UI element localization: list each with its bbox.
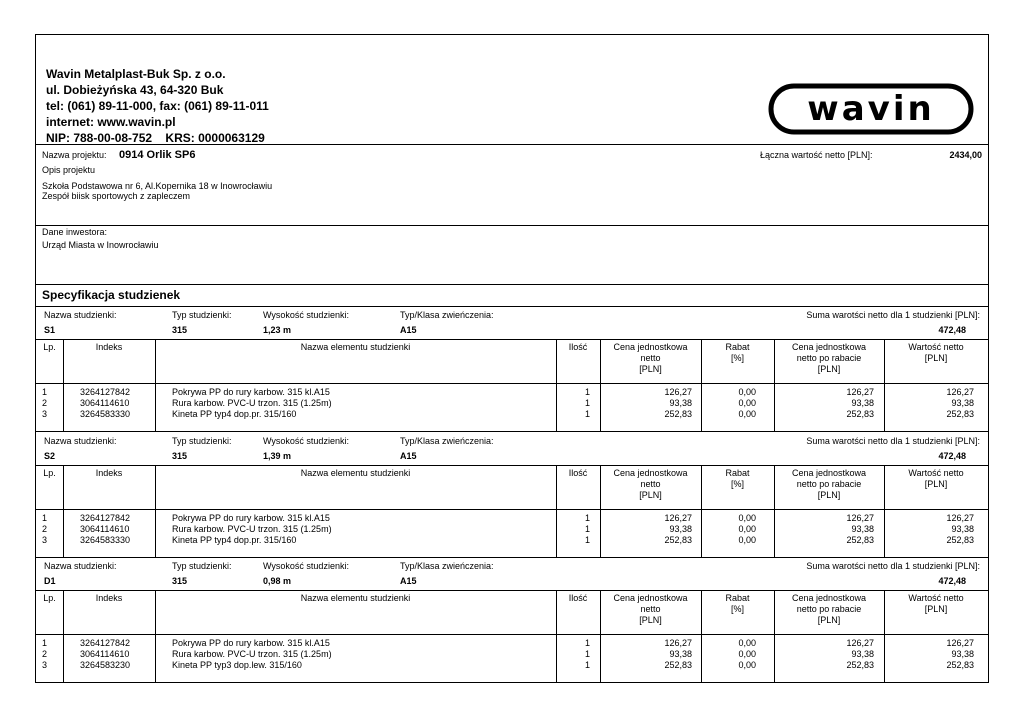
- cell-index: 3264583330: [80, 535, 131, 545]
- well-height-label: Wysokość studzienki:: [263, 310, 349, 320]
- col-header-unit-price-disc: Cena jednostkowa netto po rabacie [PLN]: [791, 593, 867, 625]
- cell-discount: 0,00: [738, 409, 756, 419]
- cell-qty: 1: [584, 387, 590, 397]
- well-sum-label: Suma warotści netto dla 1 studzienki [PLN]:: [806, 310, 980, 320]
- cell-lp: 1: [42, 513, 48, 523]
- well-sum: 472,48: [938, 451, 966, 461]
- cell-unit-price: 126,27: [664, 513, 692, 523]
- well-sum: 472,48: [938, 576, 966, 586]
- col-header-lp: Lp.: [43, 342, 56, 352]
- col-header-value: Wartość netto [PLN]: [908, 468, 964, 489]
- table-row: [36, 513, 988, 524]
- well-type-label: Typ studzienki:: [172, 436, 232, 446]
- cell-unit-price-disc: 93,38: [851, 524, 874, 534]
- well-name: S2: [44, 451, 56, 461]
- cell-qty: 1: [584, 535, 590, 545]
- section-title: Specyfikacja studzienek: [42, 288, 181, 302]
- table-rule: [36, 339, 988, 340]
- cell-value: 252,83: [946, 535, 974, 545]
- table-rule: [36, 509, 988, 510]
- investor-value: Urząd Miasta w Inowrocławiu: [42, 240, 159, 250]
- table-rule: [36, 465, 988, 466]
- wavin-logo: [768, 83, 974, 135]
- cell-value: 126,27: [946, 513, 974, 523]
- project-name-label: Nazwa projektu:: [42, 150, 107, 160]
- table-row: [36, 387, 988, 398]
- well-class: A15: [400, 576, 417, 586]
- divider: [36, 144, 988, 145]
- cell-element-name: Pokrywa PP do rury karbow. 315 kl.A15: [172, 513, 330, 523]
- cell-qty: 1: [584, 398, 590, 408]
- project-desc-line1: Szkoła Podstawowa nr 6, Al.Kopernika 18 w Inowrocławiu: [42, 181, 273, 191]
- well-class: A15: [400, 451, 417, 461]
- col-header-unit-price: Cena jednostkowa netto [PLN]: [613, 593, 688, 625]
- well-name-label: Nazwa studzienki:: [44, 561, 117, 571]
- col-header-discount: Rabat [%]: [725, 342, 750, 363]
- cell-value: 93,38: [951, 524, 974, 534]
- cell-discount: 0,00: [738, 535, 756, 545]
- table-rule: [36, 682, 988, 683]
- table-rule: [36, 590, 988, 591]
- well-block: [36, 306, 988, 432]
- well-class: A15: [400, 325, 417, 335]
- cell-index: 3264127842: [80, 387, 131, 397]
- well-class-label: Typ/Klasa zwieńczenia:: [400, 310, 494, 320]
- cell-unit-price: 252,83: [664, 409, 692, 419]
- company-phone: tel: (061) 89-11-000, fax: (061) 89-11-011: [46, 99, 269, 113]
- col-header-unit-price: Cena jednostkowa netto [PLN]: [613, 468, 688, 500]
- company-web: internet: www.wavin.pl: [46, 115, 176, 129]
- col-header-lp: Lp.: [43, 468, 56, 478]
- cell-element-name: Pokrywa PP do rury karbow. 315 kl.A15: [172, 387, 330, 397]
- cell-unit-price-disc: 252,83: [846, 409, 874, 419]
- col-header-value: Wartość netto [PLN]: [908, 593, 964, 614]
- cell-value: 252,83: [946, 660, 974, 670]
- cell-unit-price-disc: 93,38: [851, 398, 874, 408]
- col-header-discount: Rabat [%]: [725, 593, 750, 614]
- cell-index: 3264583230: [80, 660, 131, 670]
- well-class-label: Typ/Klasa zwieńczenia:: [400, 436, 494, 446]
- cell-discount: 0,00: [738, 398, 756, 408]
- cell-discount: 0,00: [738, 649, 756, 659]
- cell-index: 3264127842: [80, 513, 131, 523]
- cell-value: 93,38: [951, 398, 974, 408]
- cell-index: 3264127842: [80, 638, 131, 648]
- total-label: Łączna wartość netto [PLN]:: [760, 150, 873, 160]
- cell-qty: 1: [584, 638, 590, 648]
- col-header-index: Indeks: [95, 468, 123, 478]
- cell-unit-price-disc: 126,27: [846, 638, 874, 648]
- cell-qty: 1: [584, 649, 590, 659]
- well-name: S1: [44, 325, 56, 335]
- table-rule: [36, 383, 988, 384]
- well-type: 315: [172, 451, 188, 461]
- divider: [36, 225, 988, 226]
- cell-element-name: Rura karbow. PVC-U trzon. 315 (1.25m): [172, 398, 332, 408]
- col-header-element: Nazwa elementu studzienki: [300, 593, 411, 603]
- well-block: [36, 557, 988, 683]
- well-name-label: Nazwa studzienki:: [44, 310, 117, 320]
- well-height: 1,23 m: [263, 325, 292, 335]
- project-desc-line2: Zespół biisk sportowych z zapleczem: [42, 191, 191, 201]
- well-height-label: Wysokość studzienki:: [263, 561, 349, 571]
- col-header-discount: Rabat [%]: [725, 468, 750, 489]
- well-name: D1: [44, 576, 56, 586]
- cell-element-name: Kineta PP typ4 dop.pr. 315/160: [172, 409, 297, 419]
- well-sum-label: Suma warotści netto dla 1 studzienki [PLN]:: [806, 561, 980, 571]
- table-row: [36, 535, 988, 546]
- table-row: [36, 524, 988, 535]
- well-class-label: Typ/Klasa zwieńczenia:: [400, 561, 494, 571]
- divider: [36, 284, 988, 285]
- col-header-qty: Ilość: [568, 468, 588, 478]
- cell-index: 3264583330: [80, 409, 131, 419]
- investor-label: Dane inwestora:: [42, 227, 108, 237]
- cell-lp: 1: [42, 638, 48, 648]
- table-row: [36, 409, 988, 420]
- company-address: ul. Dobieżyńska 43, 64-320 Buk: [46, 83, 224, 97]
- col-header-unit-price-disc: Cena jednostkowa netto po rabacie [PLN]: [791, 468, 867, 500]
- cell-unit-price-disc: 126,27: [846, 387, 874, 397]
- col-header-value: Wartość netto [PLN]: [908, 342, 964, 363]
- wavin-logo-text: wavin: [807, 89, 935, 129]
- project-name: 0914 Orlik SP6: [119, 149, 196, 161]
- well-type-label: Typ studzienki:: [172, 561, 232, 571]
- cell-discount: 0,00: [738, 387, 756, 397]
- cell-lp: 3: [42, 535, 48, 545]
- col-header-index: Indeks: [95, 342, 123, 352]
- well-name-label: Nazwa studzienki:: [44, 436, 117, 446]
- cell-discount: 0,00: [738, 513, 756, 523]
- cell-unit-price-disc: 126,27: [846, 513, 874, 523]
- cell-unit-price: 93,38: [669, 524, 692, 534]
- cell-discount: 0,00: [738, 524, 756, 534]
- cell-index: 3064114610: [80, 649, 130, 659]
- cell-value: 93,38: [951, 649, 974, 659]
- project-desc-label: Opis projektu: [42, 165, 96, 175]
- cell-lp: 3: [42, 409, 48, 419]
- company-name: Wavin Metalplast-Buk Sp. z o.o.: [46, 67, 226, 81]
- table-row: [36, 398, 988, 409]
- cell-unit-price: 93,38: [669, 398, 692, 408]
- cell-element-name: Pokrywa PP do rury karbow. 315 kl.A15: [172, 638, 330, 648]
- cell-element-name: Rura karbow. PVC-U trzon. 315 (1.25m): [172, 524, 332, 534]
- cell-value: 126,27: [946, 387, 974, 397]
- cell-index: 3064114610: [80, 524, 130, 534]
- cell-lp: 1: [42, 387, 48, 397]
- document-page: [35, 34, 989, 683]
- cell-element-name: Kineta PP typ3 dop.lew. 315/160: [172, 660, 302, 670]
- col-header-element: Nazwa elementu studzienki: [300, 342, 411, 352]
- cell-value: 252,83: [946, 409, 974, 419]
- well-height: 0,98 m: [263, 576, 292, 586]
- col-header-element: Nazwa elementu studzienki: [300, 468, 411, 478]
- table-row: [36, 660, 988, 671]
- cell-value: 126,27: [946, 638, 974, 648]
- cell-unit-price: 252,83: [664, 535, 692, 545]
- well-type-label: Typ studzienki:: [172, 310, 232, 320]
- col-header-qty: Ilość: [568, 593, 588, 603]
- total-value: 2434,00: [949, 150, 982, 160]
- cell-qty: 1: [584, 524, 590, 534]
- cell-unit-price: 252,83: [664, 660, 692, 670]
- cell-discount: 0,00: [738, 660, 756, 670]
- company-nip-krs: NIP: 788-00-08-752 KRS: 0000063129: [46, 131, 265, 145]
- cell-index: 3064114610: [80, 398, 130, 408]
- well-type: 315: [172, 325, 188, 335]
- cell-unit-price: 126,27: [664, 638, 692, 648]
- cell-element-name: Rura karbow. PVC-U trzon. 315 (1.25m): [172, 649, 332, 659]
- col-header-qty: Ilość: [568, 342, 588, 352]
- cell-lp: 2: [42, 398, 48, 408]
- cell-lp: 3: [42, 660, 48, 670]
- cell-unit-price: 93,38: [669, 649, 692, 659]
- well-height: 1,39 m: [263, 451, 292, 461]
- well-sum: 472,48: [938, 325, 966, 335]
- cell-lp: 2: [42, 524, 48, 534]
- well-type: 315: [172, 576, 188, 586]
- company-info: [46, 66, 269, 146]
- cell-qty: 1: [584, 660, 590, 670]
- cell-qty: 1: [584, 513, 590, 523]
- cell-qty: 1: [584, 409, 590, 419]
- cell-unit-price-disc: 93,38: [851, 649, 874, 659]
- well-sum-label: Suma warotści netto dla 1 studzienki [PLN]:: [806, 436, 980, 446]
- col-header-index: Indeks: [95, 593, 123, 603]
- col-header-unit-price-disc: Cena jednostkowa netto po rabacie [PLN]: [791, 342, 867, 374]
- cell-discount: 0,00: [738, 638, 756, 648]
- col-header-unit-price: Cena jednostkowa netto [PLN]: [613, 342, 688, 374]
- table-row: [36, 649, 988, 660]
- table-rule: [36, 634, 988, 635]
- table-row: [36, 638, 988, 649]
- cell-element-name: Kineta PP typ4 dop.pr. 315/160: [172, 535, 297, 545]
- cell-unit-price-disc: 252,83: [846, 535, 874, 545]
- col-header-lp: Lp.: [43, 593, 56, 603]
- well-height-label: Wysokość studzienki:: [263, 436, 349, 446]
- cell-lp: 2: [42, 649, 48, 659]
- cell-unit-price: 126,27: [664, 387, 692, 397]
- cell-unit-price-disc: 252,83: [846, 660, 874, 670]
- well-block: [36, 432, 988, 558]
